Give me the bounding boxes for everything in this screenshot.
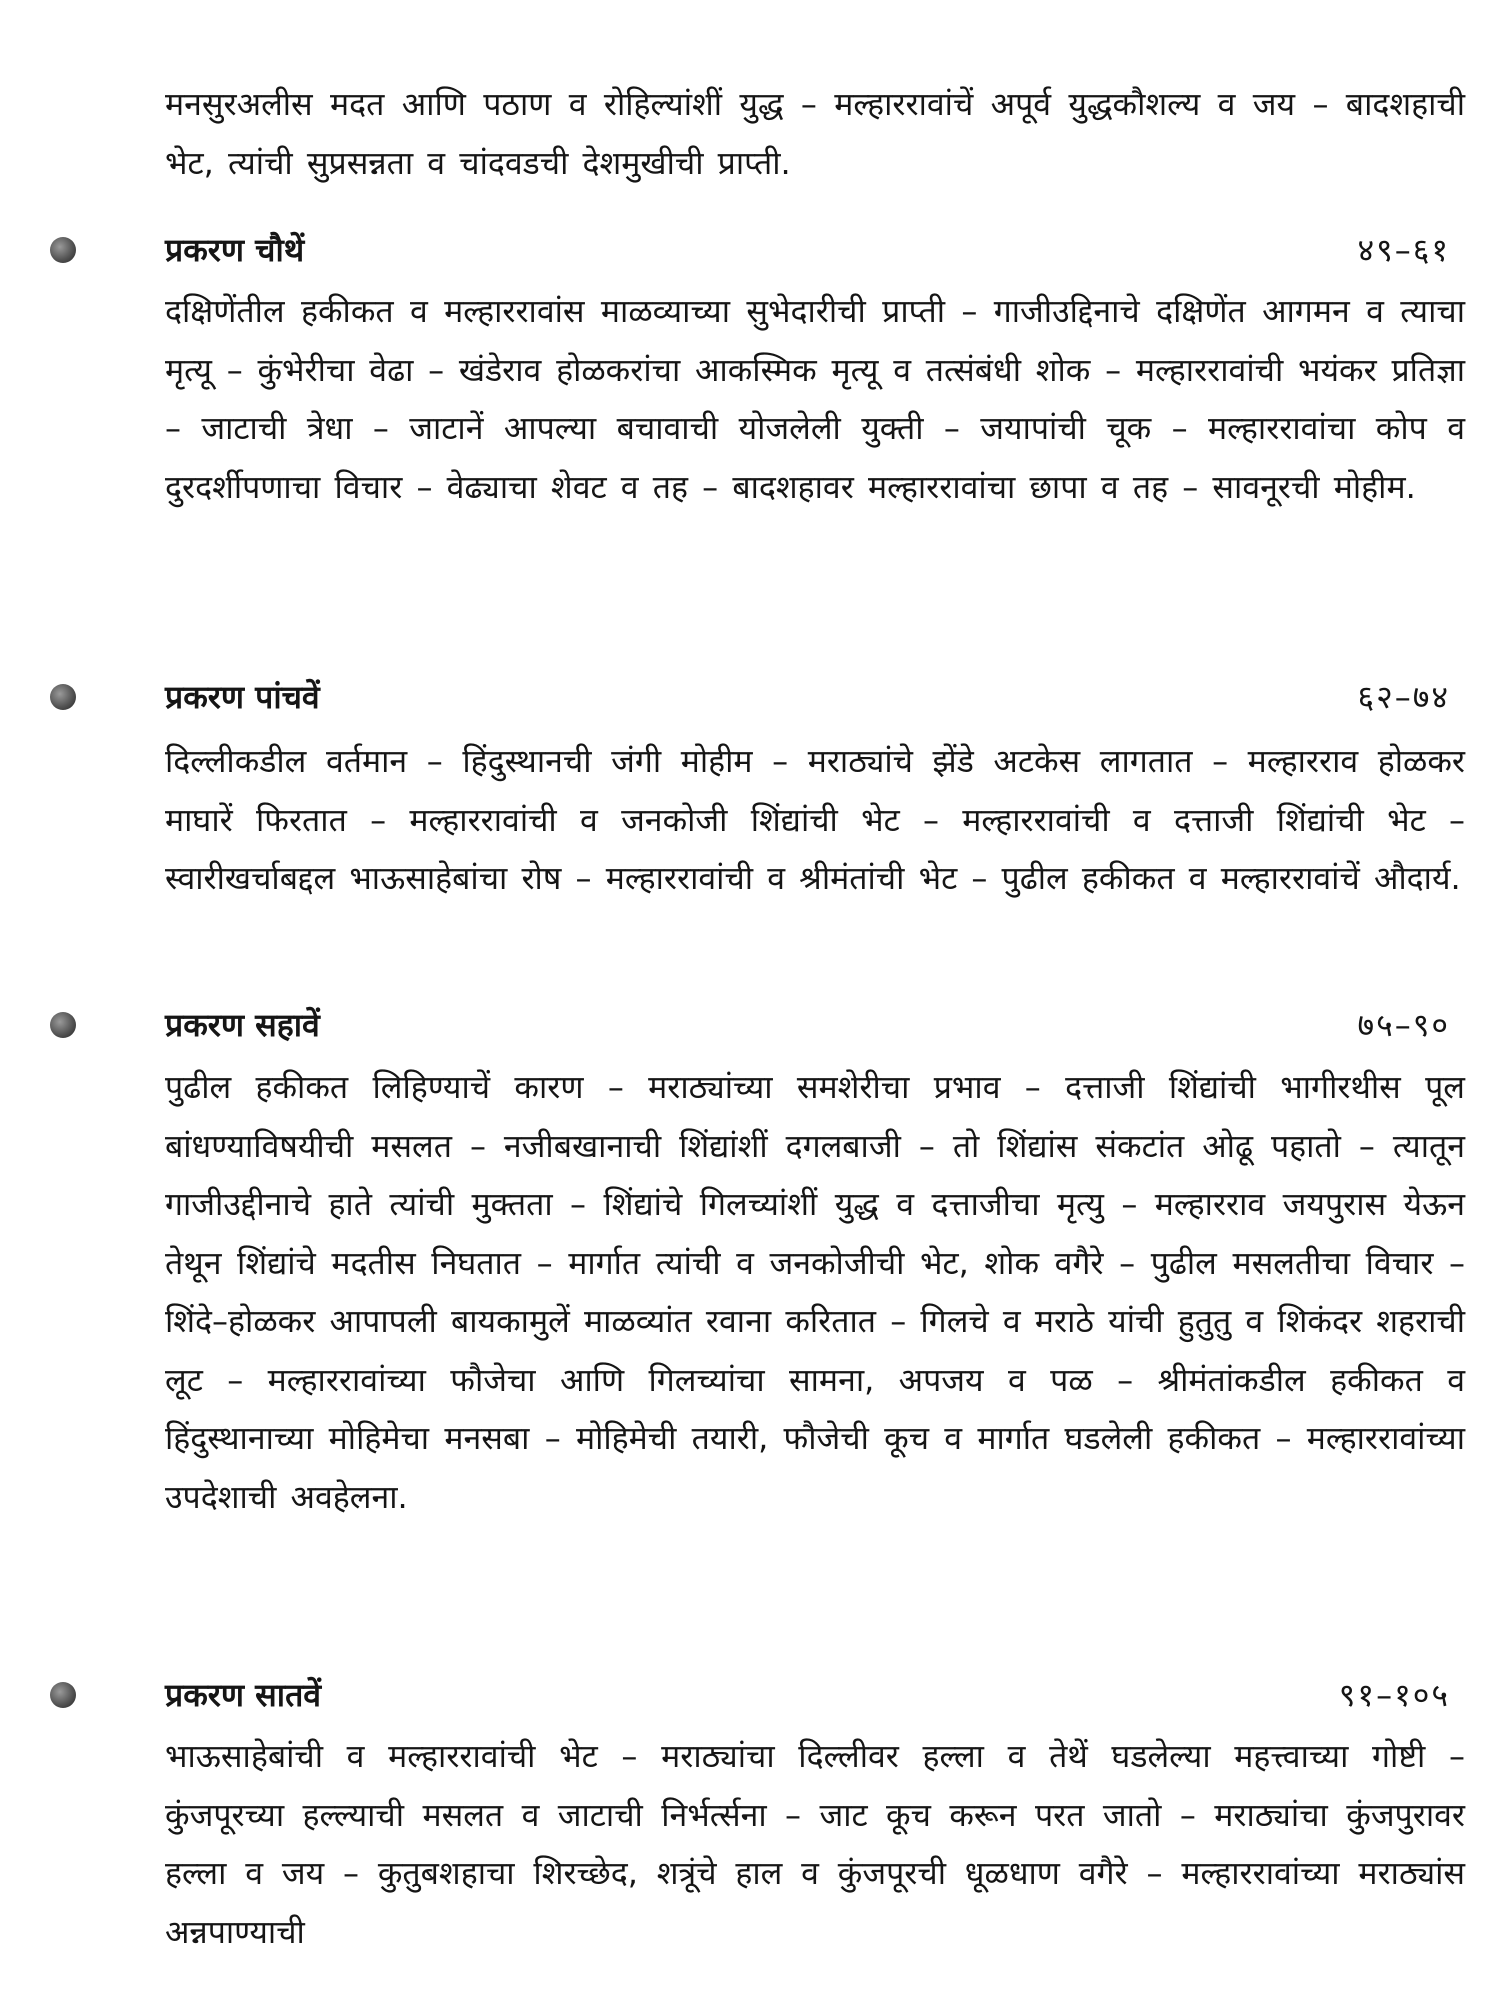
chapter-heading-7 (50, 1670, 1450, 1720)
chapter-page-range: ७५–९० (1357, 1006, 1450, 1044)
bullet-icon (50, 1682, 76, 1708)
chapter-heading-5 (50, 672, 1450, 722)
chapter-title: प्रकरण पांचवें (165, 678, 320, 716)
chapter-summary-5: दिल्लीकडील वर्तमान – हिंदुस्थानची जंगी मोहीम – मराठ्यांचे झेंडे अटकेस लागतात – मल्हारराव होळकर माघारें फिरतात – मल्हाररावांची व जनकोजी शिंद्यांची भेट – मल्हाररावांची व दत्ताजी शिंद्यांची भेट – स्वारीखर्चाबद्दल भाऊसाहेबांचा रोष – मल्हाररावांची व श्रीमंतांची भेट – पुढील हकीकत व मल्हाररावांचें औदार्य. (165, 742, 1465, 897)
chapter-title: प्रकरण सातवें (165, 1676, 322, 1714)
chapter-heading-4 (50, 225, 1450, 275)
chapter-title: प्रकरण चौथें (165, 231, 305, 269)
chapter-page-range: ४९–६१ (1357, 231, 1450, 269)
bullet-icon (50, 684, 76, 710)
bullet-icon (50, 1012, 76, 1038)
chapter-heading-6 (50, 1000, 1450, 1050)
chapter-page-range: ६२–७४ (1357, 678, 1450, 716)
intro-paragraph: मनसुरअलीस मदत आणि पठाण व रोहिल्यांशीं युद्ध – मल्हाररावांचें अपूर्व युद्धकौशल्य व जय – बादशहाची भेट, त्यांची सुप्रसन्नता व चांदवडची देशमुखीची प्राप्ती. (165, 85, 1465, 182)
chapter-title: प्रकरण सहावें (165, 1006, 320, 1044)
bullet-icon (50, 237, 76, 263)
chapter-summary-4: दक्षिणेंतील हकीकत व मल्हाररावांस माळव्याच्या सुभेदारीची प्राप्ती – गाजीउद्दिनाचे दक्षिणेंत आगमन व त्याचा मृत्यू – कुंभेरीचा वेढा – खंडेराव होळकरांचा आकस्मिक मृत्यू व तत्संबंधी शोक – मल्हाररावांची भयंकर प्रतिज्ञा – जाटाची त्रेधा – जाटानें आपल्या बचावाची योजलेली युक्ती – जयापांची चूक – मल्हाररावांचा कोप व दुरदर्शीपणाचा विचार – वेढ्याचा शेवट व तह – बादशहावर मल्हाररावांचा छापा व तह – सावनूरची मोहीम. (165, 292, 1465, 506)
chapter-summary-7: भाऊसाहेबांची व मल्हाररावांची भेट – मराठ्यांचा दिल्लीवर हल्ला व तेथें घडलेल्या महत्त्वाच्या गोष्टी – कुंजपूरच्या हल्ल्याची मसलत व जाटाची निर्भर्त्सना – जाट कूच करून परत जातो – मराठ्यांचा कुंजपुरावर हल्ला व जय – कुतुबशहाचा शिरच्छेद, शत्रूंचे हाल व कुंजपूरची धूळधाण वगैरे – मल्हाररावांच्या मराठ्यांस अन्नपाण्याची (165, 1737, 1465, 1951)
chapter-page-range: ९१–१०५ (1338, 1676, 1450, 1714)
chapter-summary-6: पुढील हकीकत लिहिण्याचें कारण – मराठ्यांच्या समशेरीचा प्रभाव – दत्ताजी शिंद्यांची भागीरथीस पूल बांधण्याविषयीची मसलत – नजीबखानाची शिंद्यांशीं दगलबाजी – तो शिंद्यांस संकटांत ओढू पहातो – त्यातून गाजीउद्दीनाचे हाते त्यांची मुक्तता – शिंद्यांचे गिलच्यांशीं युद्ध व दत्ताजीचा मृत्यु – मल्हारराव जयपुरास येऊन तेथून शिंद्यांचे मदतीस निघतात – मार्गात त्यांची व जनकोजीची भेट, शोक वगैरे – पुढील मसलतीचा विचार – शिंदे–होळकर आपापली बायकामुलें माळव्यांत रवाना करितात – गिलचे व मराठे यांची हुतुतु व शिकंदर शहराची लूट – मल्हाररावांच्या फौजेचा आणि गिलच्यांचा सामना, अपजय व पळ – श्रीमंतांकडील हकीकत व हिंदुस्थानाच्या मोहिमेचा मनसबा – मोहिमेची तयारी, फौजेची कूच व मार्गात घडलेली हकीकत – मल्हाररावांच्या उपदेशाची अवहेलना. (165, 1068, 1465, 1516)
